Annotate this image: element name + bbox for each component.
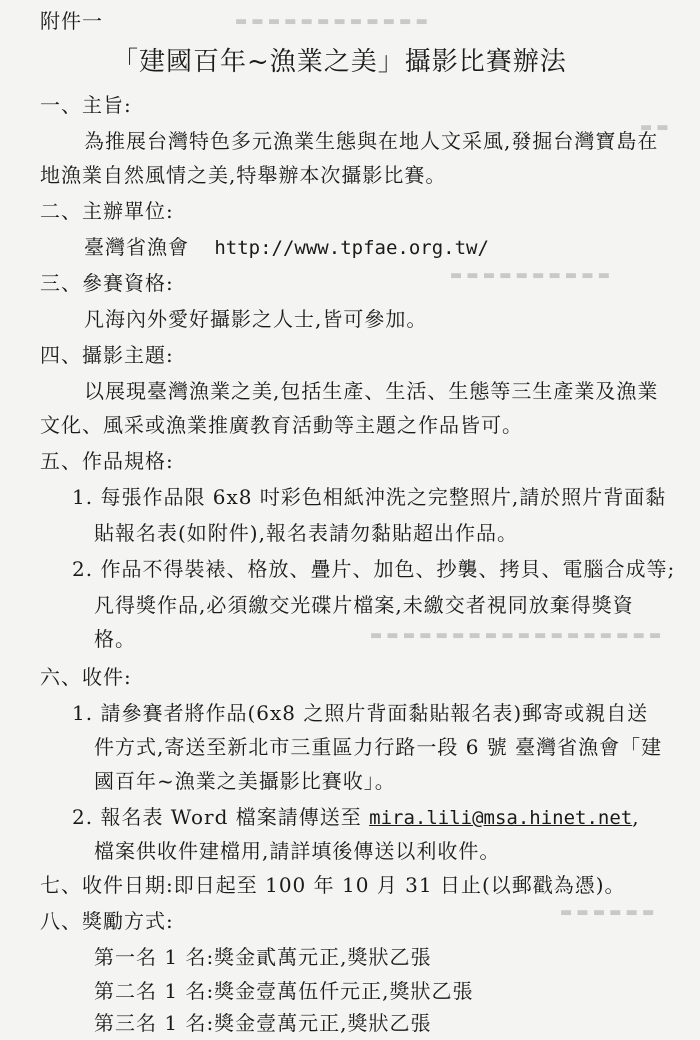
section-deadline: 七、收件日期:即日起至 100 年 10 月 31 日止(以郵戳為憑)。 [40, 873, 626, 897]
organizer-name: 臺灣省漁會 [84, 235, 189, 259]
spec-item-1-cont: 貼報名表(如附件),報名表請勿黏貼超出作品。 [94, 521, 518, 545]
section-spec-heading: 五、作品規格: [40, 449, 174, 473]
bleed-through-mark: ▬ ▬ ▬ ▬ ▬ ▬ ▬ ▬ ▬ ▬ ▬ ▬ [235, 14, 428, 29]
spec-item-2-cont: 格。 [94, 627, 136, 651]
submission-item-1-cont: 國百年~漁業之美攝影比賽收」。 [94, 769, 396, 793]
bleed-through-mark: ▬ ▬ ▬ ▬ ▬ ▬ ▬ ▬ ▬ ▬ ▬ ▬ ▬ ▬ ▬ ▬ ▬ ▬ [370, 628, 662, 643]
bleed-through-mark: ▬ ▬ ▬ ▬ ▬ ▬ [560, 905, 655, 920]
submission-item-2-cont: 檔案供收件建檔用,請詳填後傳送以利收件。 [94, 839, 501, 863]
section-organizer-heading: 二、主辦單位: [40, 199, 174, 223]
section-theme-text: 文化、風采或漁業推廣教育活動等主題之作品皆可。 [40, 413, 523, 437]
section-purpose-text: 為推展台灣特色多元漁業生態與在地人文采風,發掘台灣寶島在 [84, 129, 659, 153]
submission-item-2-prefix: 2. 報名表 Word 檔案請傳送至 [72, 805, 370, 829]
submission-item-2-suffix: , [632, 805, 640, 829]
section-eligibility-heading: 三、參賽資格: [40, 271, 174, 295]
spec-item-1: 1. 每張作品限 6x8 吋彩色相紙沖洗之完整照片,請於照片背面黏 [72, 485, 667, 509]
section-purpose-text: 地漁業自然風情之美,特舉辦本次攝影比賽。 [40, 163, 447, 187]
section-awards-heading: 八、獎勵方式: [40, 909, 174, 933]
email-link[interactable]: mira.lili@msa.hinet.net [369, 807, 633, 829]
section-submission-heading: 六、收件: [40, 665, 132, 689]
organizer-url-link[interactable]: http://www.tpfae.org.tw/ [214, 237, 489, 259]
section-organizer-line [84, 234, 489, 261]
spec-item-2: 2. 作品不得裝裱、格放、疊片、加色、抄襲、拷貝、電腦合成等; [72, 557, 676, 581]
section-eligibility-text: 凡海內外愛好攝影之人士,皆可參加。 [84, 307, 428, 331]
document-title: 「建國百年~漁業之美」攝影比賽辦法 [112, 47, 567, 77]
award-first: 第一名 1 名:獎金貳萬元正,獎狀乙張 [94, 945, 432, 969]
spec-item-2-cont: 凡得獎作品,必須繳交光碟片檔案,未繳交者視同放棄得獎資 [94, 593, 634, 617]
submission-item-2 [72, 804, 640, 831]
award-third: 第三名 1 名:獎金壹萬元正,獎狀乙張 [94, 1011, 432, 1035]
section-theme-heading: 四、攝影主題: [40, 343, 174, 367]
section-theme-text: 以展現臺灣漁業之美,包括生產、生活、生態等三生產業及漁業 [84, 379, 659, 403]
bleed-through-mark: ▬ ▬ ▬ ▬ ▬ ▬ ▬ ▬ ▬ ▬ [450, 268, 611, 283]
annex-label: 附件一 [40, 9, 103, 33]
award-second: 第二名 1 名:獎金壹萬伍仟元正,獎狀乙張 [94, 979, 474, 1003]
submission-item-1-cont: 件方式,寄送至新北市三重區力行路一段 6 號 臺灣省漁會「建 [94, 735, 663, 759]
bleed-through-mark: ▬ ▬ [640, 120, 669, 135]
section-purpose-heading: 一、主旨: [40, 93, 132, 117]
submission-item-1: 1. 請參賽者將作品(6x8 之照片背面黏貼報名表)郵寄或親自送 [72, 701, 649, 725]
